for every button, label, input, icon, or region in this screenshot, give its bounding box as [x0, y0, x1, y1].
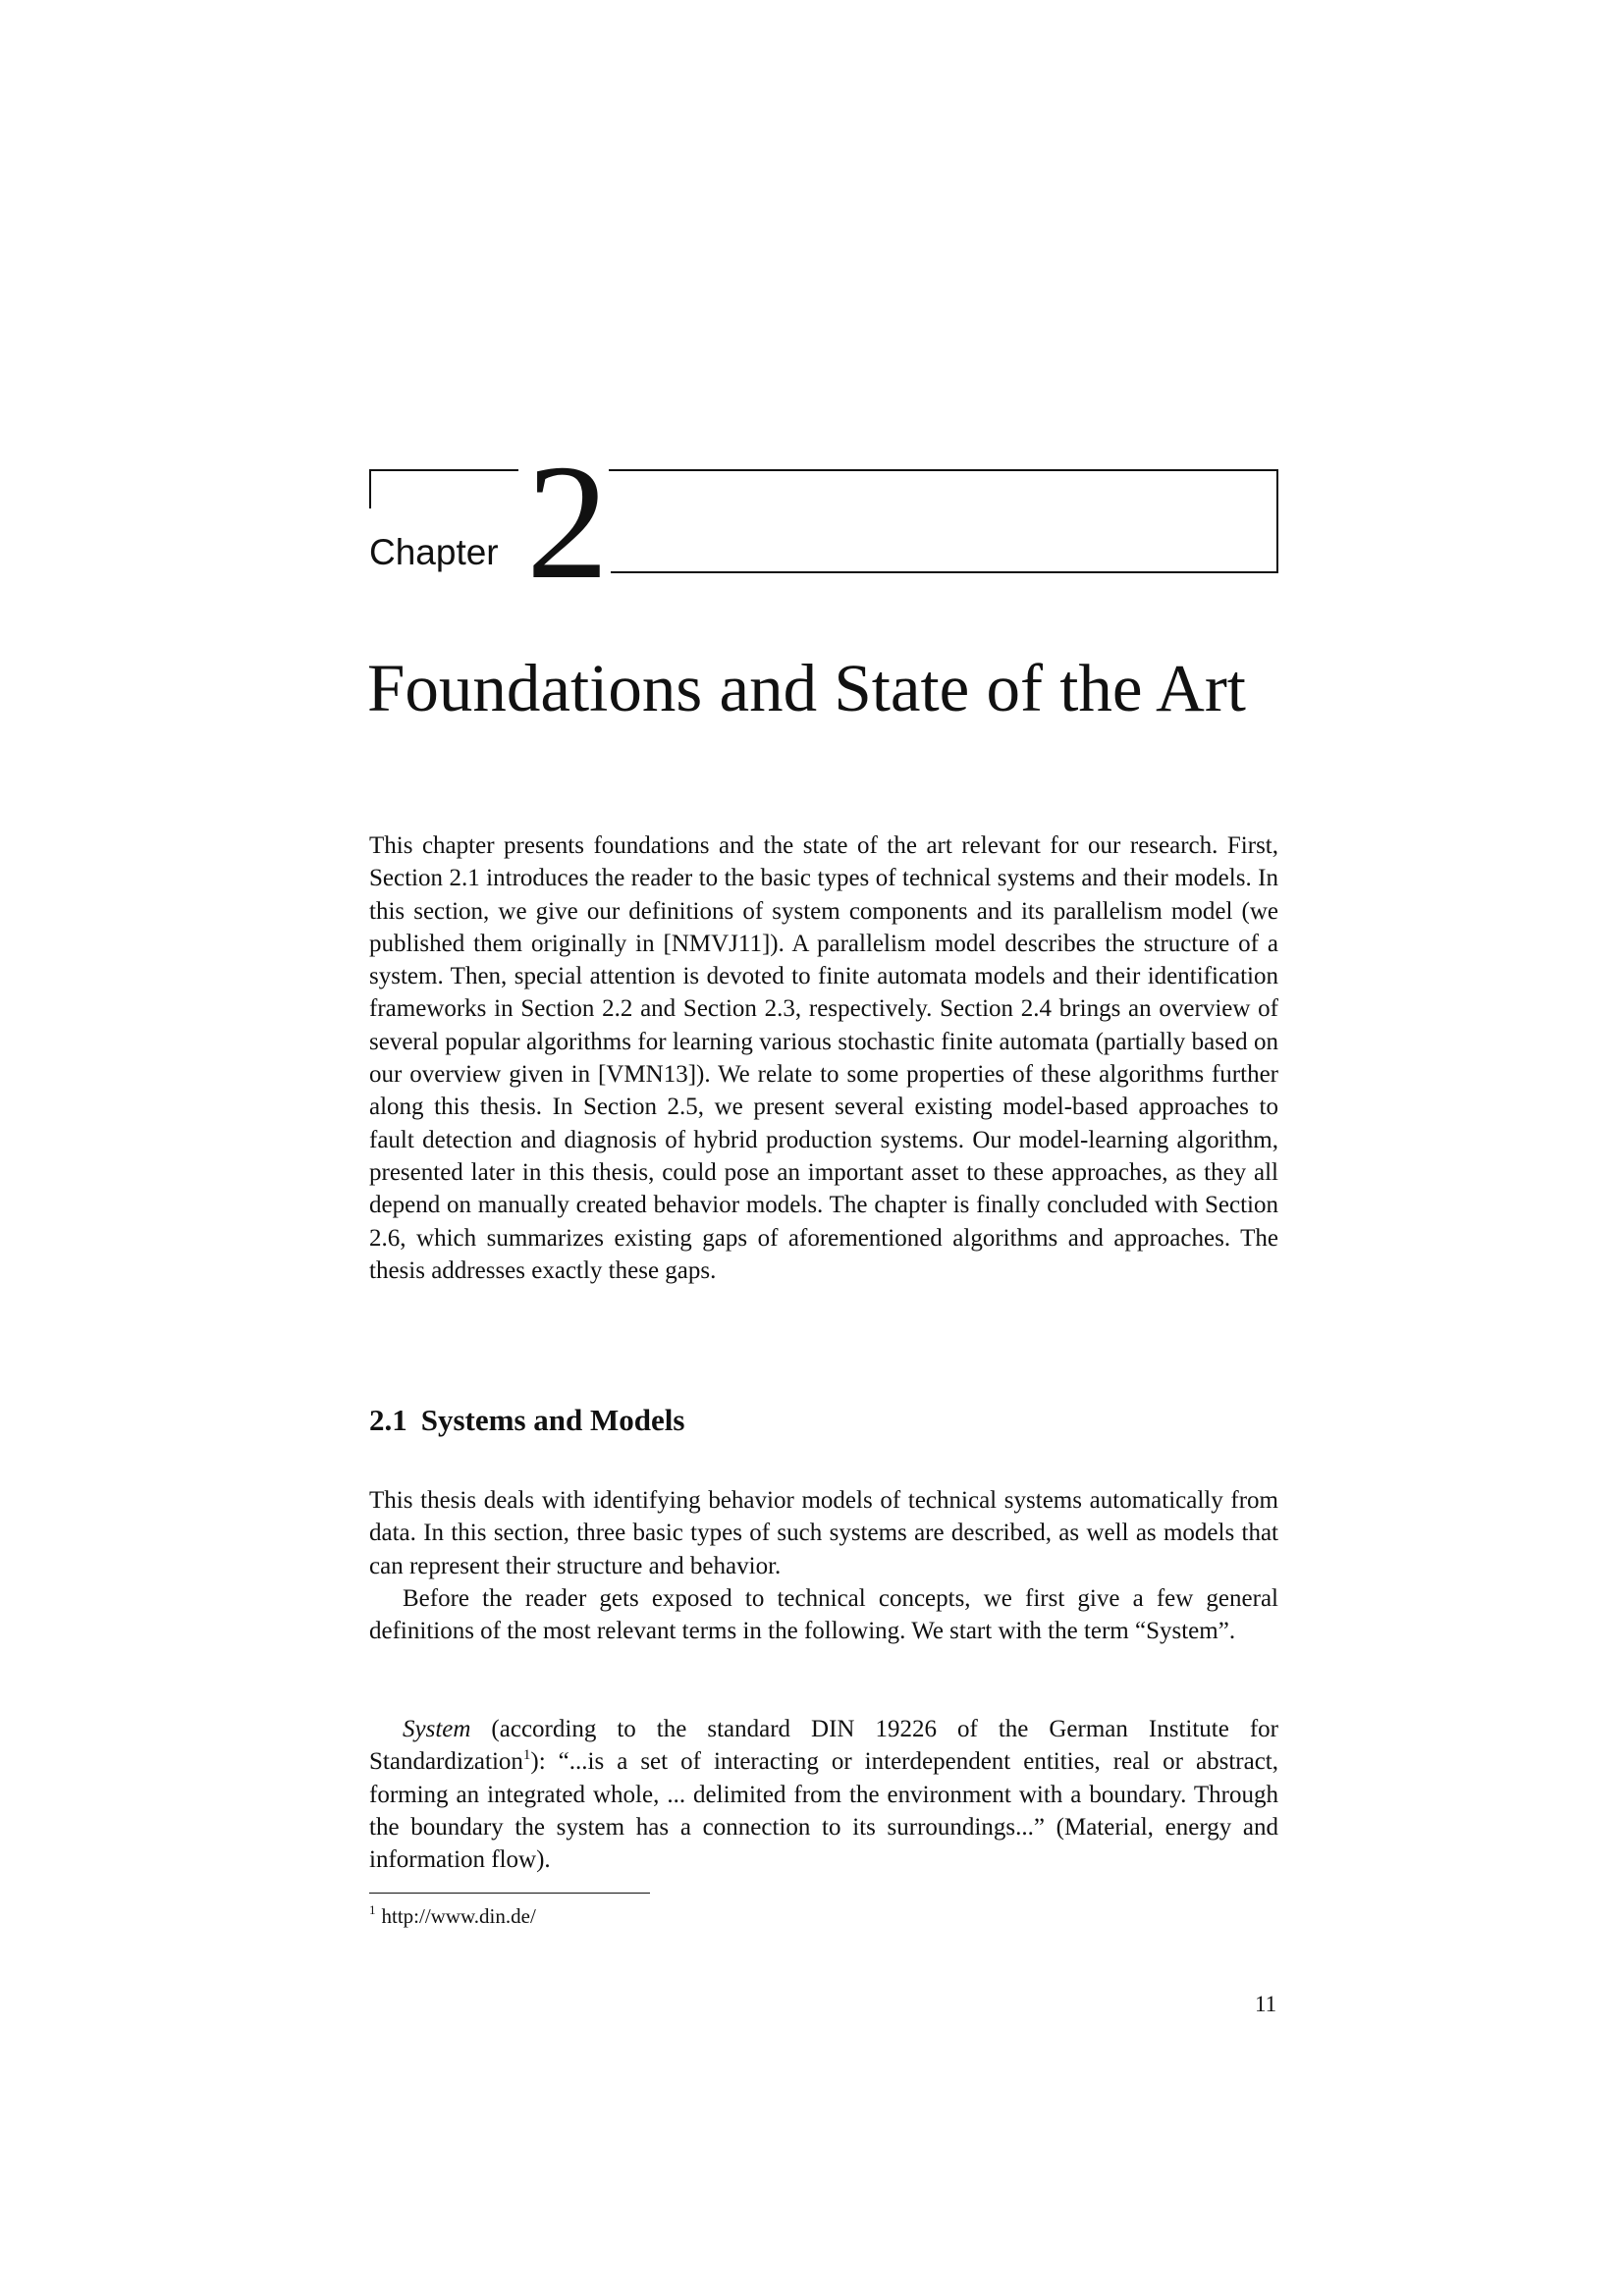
section-number: 2.1 — [369, 1403, 407, 1437]
system-def-part1: (according to the standard DIN 19226 of the German Institute for Standardization — [369, 1716, 1278, 1776]
chapter-number: 2 — [526, 431, 609, 614]
chapter-frame-top-right — [609, 469, 1278, 471]
chapter-frame — [369, 469, 1278, 573]
section-paragraph-2: Before the reader gets exposed to technical concepts, we first give a few general definitions of the most relevant terms in the following. We start with the term “System”. — [369, 1584, 1278, 1645]
footnote — [369, 1904, 536, 1929]
system-definition-paragraph — [369, 1713, 1278, 1876]
footnote-reference: 1 — [522, 1747, 531, 1764]
footnote-mark: 1 — [369, 1902, 376, 1917]
section-body — [369, 1484, 1278, 1647]
footnote-text: http://www.din.de/ — [381, 1904, 536, 1928]
chapter-intro — [369, 829, 1278, 1287]
system-def-part2: ): “...is a set of interacting or interdependent entities, real or abstract, forming an integrated whole, ... delimited from the environment with a boundary. Through the boundary the system has a connection to its surroundings...” (Material, energy and information flow). — [369, 1748, 1278, 1874]
section-heading — [369, 1402, 684, 1438]
chapter-frame-left-edge — [369, 469, 371, 508]
system-definition — [369, 1713, 1278, 1876]
chapter-frame-bottom — [611, 571, 1278, 573]
footnote-rule — [369, 1893, 650, 1894]
chapter-label: Chapter — [369, 532, 499, 572]
chapter-title: Foundations and State of the Art — [367, 651, 1246, 725]
intro-paragraph: This chapter presents foundations and the state of the art relevant for our research. First, Section 2.1 introduces the reader to the basic types of technical systems and their models. In this section, we give our definitions of system components and its parallelism model (we published them originally in [NMVJ11]). A parallelism model describes the structure of a system. Then, special attention is devoted to finite automata models and their identification frameworks in Section 2.2 and Section 2.3, respectively. Section 2.4 brings an overview of several popular algorithms for learning various stochastic finite automata (partially based on our overview given in [VMN13]). We relate to some properties of these algorithms further along this thesis. In Section 2.5, we present several existing model-based approaches to fault detection and diagnosis of hybrid production systems. Our model-learning algorithm, presented later in this thesis, could pose an important asset to these approaches, as they all depend on manually created behavior models. The chapter is finally concluded with Section 2.6, which summarizes existing gaps of aforementioned algorithms and approaches. The thesis addresses exactly these gaps. — [369, 832, 1278, 1284]
chapter-frame-top-left — [369, 469, 518, 471]
section-title: Systems and Models — [420, 1403, 685, 1437]
chapter-frame-right-edge — [1276, 469, 1278, 573]
system-term: System — [403, 1716, 471, 1742]
section-paragraph-1: This thesis deals with identifying behavior models of technical systems automatically from data. In this section, three basic types of such systems are described, as well as models that can represent their structure and behavior. — [369, 1487, 1278, 1579]
page-number: 11 — [1255, 1992, 1277, 2016]
